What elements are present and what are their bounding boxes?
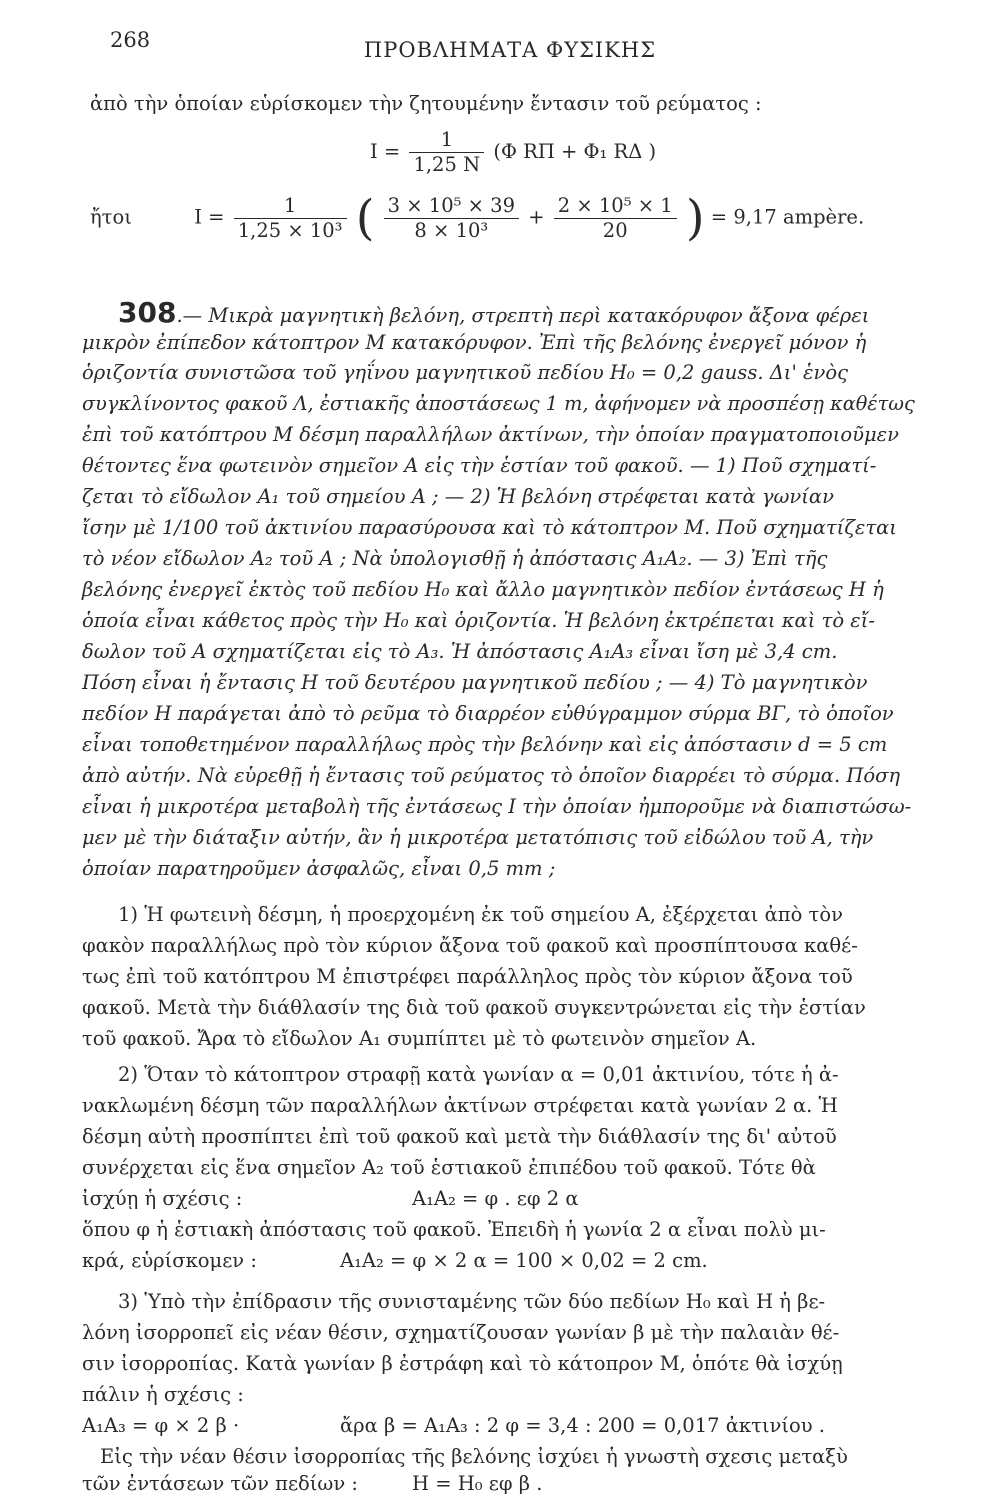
problem-line: μεν μὲ τὴν διάταξιν αὐτήν, ἂν ἡ μικροτέρα μετατόπισις τοῦ εἰδώλου τοῦ Α, τὴν	[82, 826, 874, 849]
eq2-result: = 9,17 ampère.	[710, 205, 865, 229]
eq2-f1-numerator: 1	[234, 194, 347, 219]
problem-line: Πόση εἶναι ἡ ἔντασις H τοῦ δευτέρου μαγνητικοῦ πεδίου ; — 4) Τὸ μαγνητικὸν	[82, 671, 868, 694]
problem-line: ἀπὸ αὐτήν. Νὰ εὑρεθῇ ἡ ἔντασις τοῦ ρεύματος τὸ ὁποῖον διαρρέει τὸ σύρμα. Πόση	[82, 764, 901, 787]
running-title: ΠΡΟΒΛΗΜΑΤΑ ΦΥΣΙΚΗΣ	[363, 38, 657, 62]
solution-line: 3) Ὑπὸ τὴν ἐπίδρασιν τῆς συνισταμένης τῶν δύο πεδίων H₀ καὶ H ἡ βε-	[118, 1290, 826, 1313]
eq2-f3-numerator: 2 × 10⁵ × 1	[554, 194, 677, 219]
solution-line: λόνη ἰσορροπεῖ εἰς νέαν θέσιν, σχηματίζουσαν γωνίαν β μὲ τὴν παλαιὰν θέ-	[82, 1321, 840, 1344]
page-number: 268	[110, 28, 151, 52]
eq1-fraction	[409, 128, 484, 177]
problem-line: ἴσην μὲ 1/100 τοῦ ἀκτινίου παρασύρουσα καὶ τὸ κάτοπτρον Μ. Ποῦ σχηματίζεται	[82, 516, 897, 539]
problem-line: μικρὸν ἐπίπεδον κάτοπτρον Μ κατακόρυφον. Ἐπὶ τῆς βελόνης ἐνεργεῖ μόνον ἡ	[82, 331, 867, 354]
problem-line: συγκλίνοντος φακοῦ Λ, ἐστιακῆς ἀποστάσεως 1 m, ἀφήνομεν νὰ προσπέσῃ καθέτως	[82, 392, 915, 415]
solution-line: τοῦ φακοῦ. Ἄρα τὸ εἴδωλον Α₁ συμπίπτει μὲ τὸ φωτεινὸν σημεῖον Α.	[82, 1027, 757, 1050]
solution-line: 1) Ἡ φωτεινὴ δέσμη, ἡ προερχομένη ἐκ τοῦ σημείου Α, ἐξέρχεται ἀπὸ τὸν	[118, 903, 843, 926]
eq2-lhs: I =	[194, 205, 225, 229]
problem-line: πεδίον H παράγεται ἀπὸ τὸ ρεῦμα τὸ διαρρέον εὐθύγραμμον σύρμα ΒΓ, τὸ ὁποῖον	[82, 702, 894, 725]
equation-2: ἤτοι I = $\frac{1}{\text{1,25 × 10³}}$ ( $\frac{\text{3 × 10⁵ × 39}}{\text{8 × 10³}}$ + $\frac{\text{2 × 10⁵ × 1}}{20}$ ) = 9,17 ampère.	[90, 190, 865, 246]
solution-equation: H = H₀ εφ β .	[412, 1472, 543, 1495]
problem-line: ὁριζοντία συνιστῶσα τοῦ γηΐνου μαγνητικοῦ πεδίου H₀ = 0,2 gauss. Δι' ἑνὸς	[82, 361, 848, 384]
solution-equation: Α₁Α₂ = φ . εφ 2 α	[412, 1187, 579, 1210]
eq2-fraction-3	[554, 194, 677, 243]
problem-line: ὁποίαν παρατηροῦμεν ἀσφαλῶς, εἶναι 0,5 mm ;	[82, 857, 556, 880]
solution-line: συνέρχεται εἰς ἕνα σημεῖον Α₂ τοῦ ἑστιακοῦ ἐπιπέδου τοῦ φακοῦ. Τότε θὰ	[82, 1156, 816, 1179]
equation-1	[370, 128, 656, 177]
problem-dash: .—	[176, 304, 203, 327]
problem-line: βελόνης ἐνεργεῖ ἐκτὸς τοῦ πεδίου H₀ καὶ ἄλλο μαγνητικὸν πεδίον ἐντάσεως H ἡ	[82, 578, 884, 601]
solution-line: Εἰς τὴν νέαν θέσιν ἰσορροπίας τῆς βελόνης ἰσχύει ἡ γνωστὴ σχεσις μεταξὺ	[100, 1445, 848, 1468]
eq2-f2-numerator: 3 × 10⁵ × 39	[384, 194, 519, 219]
solution-line: τως ἐπὶ τοῦ κατόπτρου Μ ἐπιστρέφει παράλληλος πρὸς τὸν κύριον ἄξονα τοῦ	[82, 965, 853, 988]
solution-equation: ἄρα β = Α₁Α₃ : 2 φ = 3,4 : 200 = 0,017 ἀκτινίου .	[340, 1414, 826, 1437]
solution-line: φακὸν παραλλήλως πρὸ τὸν κύριον ἄξονα τοῦ φακοῦ καὶ προσπίπτουσα καθέ-	[82, 934, 858, 957]
intro-text: ἀπὸ τὴν ὁποίαν εὑρίσκομεν τὴν ζητουμένην ἔντασιν τοῦ ρεύματος :	[90, 92, 762, 115]
problem-line: Μικρὰ μαγνητικὴ βελόνη, στρεπτὴ περὶ κατακόρυφον ἄξονα φέρει	[208, 304, 870, 327]
eq2-f3-denominator: 20	[602, 218, 628, 242]
solution-line: νακλωμένη δέσμη τῶν παραλλήλων ἀκτίνων στρέφεται κατὰ γωνίαν 2 α. Ἡ	[82, 1094, 838, 1117]
eq1-rhs: (Φ RΠ + Φ₁ RΔ )	[493, 140, 657, 163]
solution-line: φακοῦ. Μετὰ τὴν διάθλασίν της διὰ τοῦ φακοῦ συγκεντρώνεται εἰς τὴν ἑστίαν	[82, 996, 866, 1019]
eq1-numerator: 1	[409, 128, 484, 153]
solution-line: σιν ἰσορροπίας. Κατὰ γωνίαν β ἐστράφη καὶ τὸ κάτοπρον Μ, ὁπότε θὰ ἰσχύῃ	[82, 1352, 843, 1375]
eq1-denominator: 1,25 N	[413, 153, 481, 176]
solution-equation: Α₁Α₃ = φ × 2 β ·	[82, 1414, 240, 1437]
eq2-plus: +	[528, 205, 545, 229]
eq1-lhs: I =	[370, 140, 401, 163]
eq2-fraction-2	[384, 194, 519, 243]
problem-line: δωλον τοῦ Α σχηματίζεται εἰς τὸ Α₃. Ἡ ἀπόστασις Α₁Α₃ εἶναι ἴση μὲ 3,4 cm.	[82, 640, 838, 663]
problem-line: ὁποία εἶναι κάθετος πρὸς τὴν H₀ καὶ ὁριζοντία. Ἡ βελόνη ἐκτρέπεται καὶ τὸ εἴ-	[82, 609, 875, 632]
page-header	[110, 28, 910, 68]
eq2-fraction-1	[234, 194, 347, 243]
solution-line: πάλιν ἡ σχέσις :	[82, 1383, 244, 1406]
eq2-prefix: ἤτοι	[90, 205, 132, 229]
problem-line: ζεται τὸ εἴδωλον Α₁ τοῦ σημείου Α ; — 2) Ἡ βελόνη στρέφεται κατὰ γωνίαν	[82, 485, 834, 508]
problem-line: ἐπὶ τοῦ κατόπτρου Μ δέσμη παραλλήλων ἀκτίνων, τὴν ὁποίαν πραγματοποιοῦμεν	[82, 423, 899, 446]
problem-line: τὸ νέον εἴδωλον Α₂ τοῦ Α ; Νὰ ὑπολογισθῇ ἡ ἀπόστασις Α₁Α₂. — 3) Ἐπὶ τῆς	[82, 547, 828, 570]
problem-first-line	[118, 296, 869, 329]
problem-number: 308	[118, 296, 177, 329]
eq2-f1-denominator: 1,25 × 10³	[237, 218, 343, 242]
problem-line: εἶναι ἡ μικροτέρα μεταβολὴ τῆς ἐντάσεως I τὴν ὁποίαν ἠμποροῦμε νὰ διαπιστώσω-	[82, 795, 912, 818]
solution-line: ἰσχύῃ ἡ σχέσις :	[82, 1187, 243, 1210]
solution-equation: Α₁Α₂ = φ × 2 α = 100 × 0,02 = 2 cm.	[340, 1249, 708, 1272]
solution-line: 2) Ὅταν τὸ κάτοπτρον στραφῇ κατὰ γωνίαν α = 0,01 ἀκτινίου, τότε ἡ ἀ-	[118, 1063, 839, 1086]
eq2-f2-denominator: 8 × 10³	[414, 218, 489, 242]
problem-line: θέτοντες ἕνα φωτεινὸν σημεῖον Α εἰς τὴν ἑστίαν τοῦ φακοῦ. — 1) Ποῦ σχηματί-	[82, 454, 877, 477]
solution-line: ὅπου φ ἡ ἑστιακὴ ἀπόστασις τοῦ φακοῦ. Ἐπειδὴ ἡ γωνία 2 α εἶναι πολὺ μι-	[82, 1218, 826, 1241]
solution-line: τῶν ἐντάσεων τῶν πεδίων :	[82, 1472, 358, 1495]
problem-line: εἶναι τοποθετημένον παραλλήλως πρὸς τὴν βελόνην καὶ εἰς ἀπόστασιν d = 5 cm	[82, 733, 888, 756]
solution-line: κρά, εὑρίσκομεν :	[82, 1249, 257, 1272]
solution-line: δέσμη αὐτὴ προσπίπτει ἐπὶ τοῦ φακοῦ καὶ μετὰ τὴν διάθλασίν της δι' αὐτοῦ	[82, 1125, 837, 1148]
